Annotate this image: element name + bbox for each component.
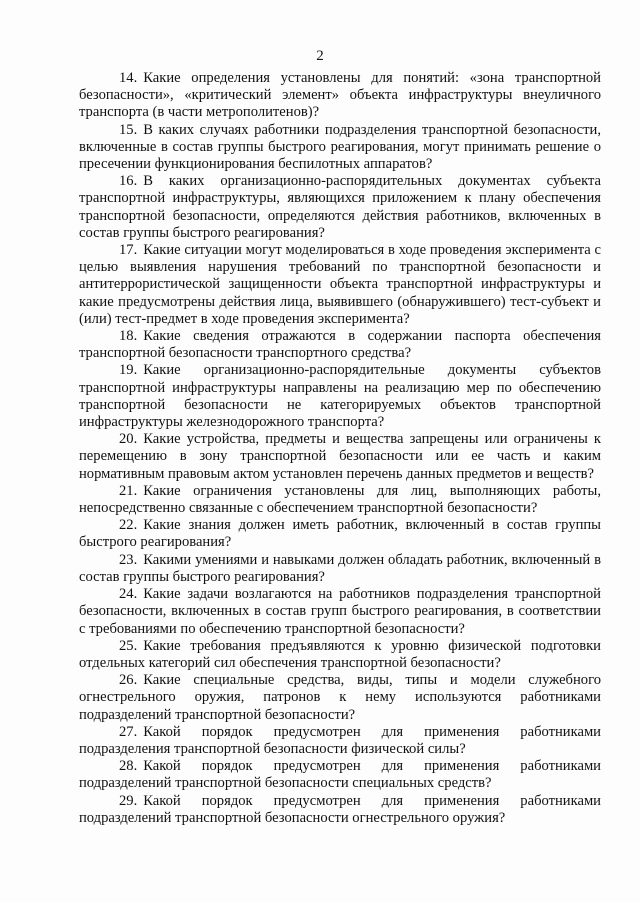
question-text: Какие определения установлены для понятий: «зона транспортной безопасности», «критический элемент» объекта инфраструктуры внеуличного транспорта (в части метрополитенов)? bbox=[79, 70, 601, 121]
question-text: Какие специальные средства, виды, типы и модели служебного огнестрельного оружия, патронов к нему используются работниками подразделений транспортной безопасности? bbox=[79, 672, 601, 723]
question-item bbox=[79, 242, 601, 328]
question-number: 19. bbox=[119, 362, 138, 379]
question-item bbox=[79, 586, 601, 638]
question-item bbox=[79, 758, 601, 792]
question-number: 22. bbox=[119, 517, 138, 534]
question-text: Какой порядок предусмотрен для применения работниками подразделений транспортной безопасности специальных средств? bbox=[79, 758, 601, 792]
question-number: 14. bbox=[119, 70, 138, 86]
question-text: В каких организационно-распорядительных документах субъекта транспортной инфраструктуры, являющихся приложением к плану обеспечения транспортной безопасности, определяются действия работников, включенных в состав группы быстрого реагирования? bbox=[79, 173, 601, 241]
question-number: 15. bbox=[119, 121, 138, 138]
question-number: 29. bbox=[119, 792, 138, 809]
question-text: Какие требования предъявляются к уровню физической подготовки отдельных категорий сил обеспечения транспортной безопасности? bbox=[79, 637, 601, 671]
question-text: Какой порядок предусмотрен для применения работниками подразделений транспортной безопасности огнестрельного оружия? bbox=[79, 792, 601, 826]
question-item bbox=[79, 793, 601, 827]
question-text: Какими умениями и навыками должен обладать работник, включенный в состав группы быстрого реагирования? bbox=[79, 551, 601, 585]
question-text: Какие организационно-распорядительные документы субъектов транспортной инфраструктуры направлены на реализацию мер по обеспечению транспортной безопасности не категорируемых объектов транспортной инфраструктуры железнодорожного транспорта? bbox=[79, 362, 601, 431]
question-item bbox=[79, 638, 601, 672]
question-item bbox=[79, 517, 601, 551]
question-item bbox=[79, 328, 601, 362]
question-item bbox=[79, 724, 601, 758]
question-item bbox=[79, 122, 601, 174]
question-number: 26. bbox=[119, 672, 138, 689]
question-item bbox=[79, 552, 601, 586]
question-item bbox=[79, 672, 601, 724]
question-text: Какие сведения отражаются в содержании паспорта обеспечения транспортной безопасности транспортного средства? bbox=[79, 328, 601, 362]
question-number: 23. bbox=[119, 551, 138, 568]
question-number: 28. bbox=[119, 758, 138, 775]
question-number: 20. bbox=[119, 431, 138, 448]
question-text: Какие задачи возлагаются на работников подразделения транспортной безопасности, включенных в состав групп быстрого реагирования, в соответствии с требованиями по обеспечению транспортной безопасности? bbox=[79, 586, 601, 637]
question-text: Какой порядок предусмотрен для применения работниками подразделения транспортной безопасности физической силы? bbox=[79, 723, 601, 757]
question-item bbox=[79, 483, 601, 517]
page-number: 2 bbox=[316, 48, 324, 64]
question-text: В каких случаях работники подразделения транспортной безопасности, включенные в состав группы быстрого реагирования, могут принимать решение о пресечении функционирования беспилотных аппаратов? bbox=[79, 121, 601, 173]
question-item bbox=[79, 70, 601, 122]
question-number: 21. bbox=[119, 482, 138, 499]
question-item bbox=[79, 362, 601, 431]
question-item bbox=[79, 173, 601, 242]
question-list bbox=[79, 70, 601, 827]
question-number: 25. bbox=[119, 637, 138, 654]
question-text: Какие устройства, предметы и вещества запрещены или ограничены к перемещению в зону транспортной безопасности или ее часть и каким нормативным правовым актом установлен перечень данных предметов и веществ? bbox=[79, 431, 601, 482]
question-number: 16. bbox=[119, 173, 138, 190]
question-item bbox=[79, 431, 601, 483]
question-text: Какие знания должен иметь работник, включенный в состав группы быстрого реагирования? bbox=[79, 517, 601, 551]
question-number: 18. bbox=[119, 328, 138, 345]
question-text: Какие ситуации могут моделироваться в ходе проведения эксперимента с целью выявления нарушения требований по транспортной безопасности и антитеррористической защищенности объекта транспортной инфраструктуры и какие предусмотрены действия лица, выявившего (обнаружившего) тест-субъект и (или) тест-предмет в ходе проведения эксперимента? bbox=[79, 242, 601, 327]
question-text: Какие ограничения установлены для лиц, выполняющих работы, непосредственно связанные с обеспечением транспортной безопасности? bbox=[79, 482, 601, 517]
question-number: 17. bbox=[119, 242, 138, 259]
question-number: 24. bbox=[119, 586, 138, 603]
question-number: 27. bbox=[119, 723, 138, 740]
